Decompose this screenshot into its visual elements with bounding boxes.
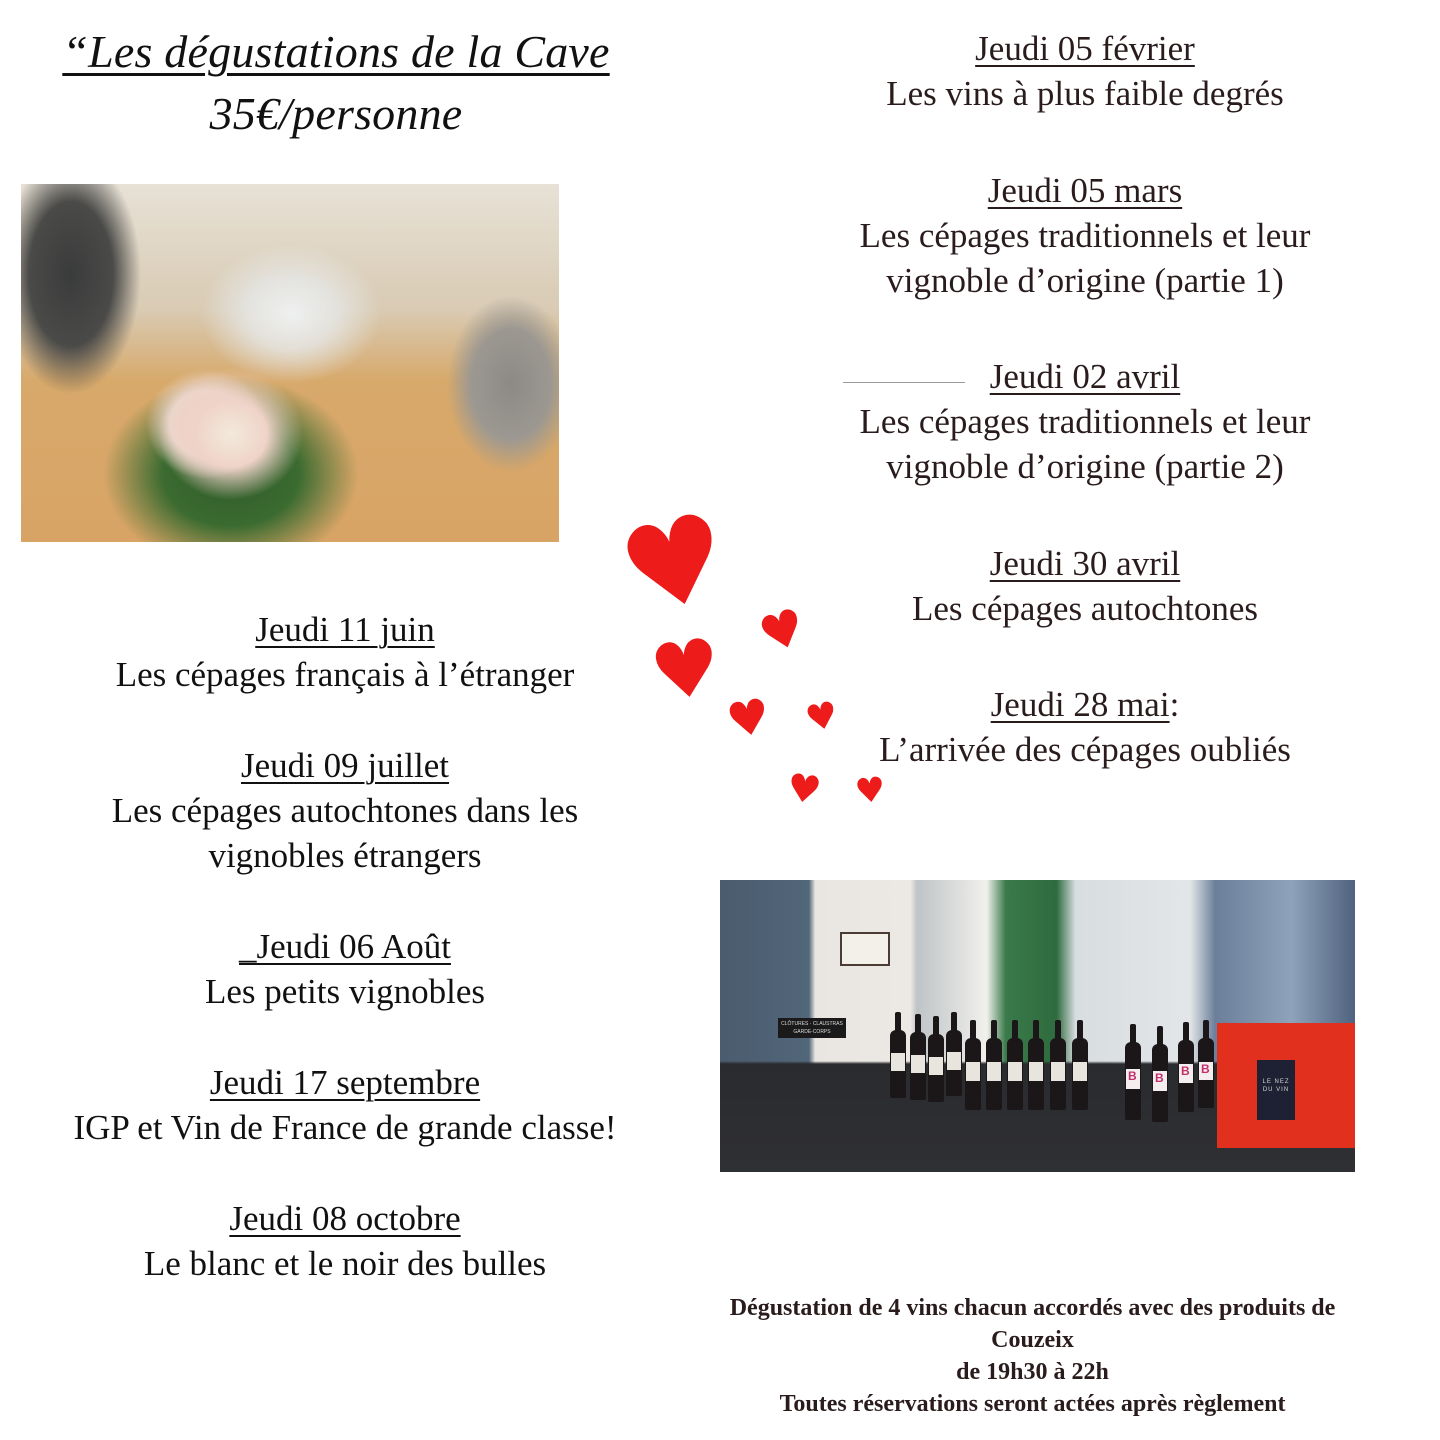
tasting-table-photo xyxy=(720,880,1355,1172)
heart-icon: ♥ xyxy=(784,764,824,814)
heart-icon: ♥ xyxy=(801,694,843,741)
event-feb xyxy=(780,26,1390,116)
title-text: “Les dégustations de la Cave xyxy=(62,26,610,77)
footer-line-4: Toutes réservations seront actées après règlement xyxy=(779,1391,1286,1417)
heart-icon: ♥ xyxy=(752,596,813,666)
event-jul xyxy=(0,743,690,878)
box-label: LE NEZ DU VIN xyxy=(1257,1060,1295,1120)
shop-sign: CLÔTURES · CLAUSTRAS GARDE-CORPS xyxy=(778,1018,846,1038)
event-date-row xyxy=(780,682,1390,727)
wine-bottle xyxy=(1198,1038,1214,1108)
event-desc: Les vins à plus faible degrés xyxy=(886,74,1284,113)
price-text: 35€/personne xyxy=(209,88,463,139)
wine-bottle xyxy=(946,1030,962,1096)
event-oct xyxy=(0,1196,690,1286)
event-date: Jeudi 08 octobre xyxy=(229,1199,461,1238)
event-desc: L’arrivée des cépages oubliés xyxy=(879,730,1291,769)
footer-line-2: Couzeix xyxy=(991,1327,1074,1353)
wine-bottle xyxy=(1152,1044,1168,1122)
event-date: Jeudi 06 Août xyxy=(256,927,451,966)
event-date-prefix: _ xyxy=(239,927,257,966)
wine-bottle xyxy=(986,1038,1002,1110)
wine-bottle xyxy=(1028,1038,1044,1110)
event-desc: Les cépages traditionnels et leur xyxy=(859,402,1311,441)
event-desc: Les cépages traditionnels et leur xyxy=(859,216,1311,255)
event-desc: Les cépages français à l’étranger xyxy=(115,655,575,694)
heart-icon: ♥ xyxy=(852,769,888,813)
heart-icon: ♥ xyxy=(606,484,743,644)
event-date: Jeudi 02 avril xyxy=(989,357,1181,396)
red-gift-box xyxy=(1217,1023,1355,1148)
event-apr-30 xyxy=(780,541,1390,631)
event-date: Jeudi 05 mars xyxy=(987,171,1183,210)
flowers-photo xyxy=(21,184,559,542)
event-desc: Les cépages autochtones xyxy=(912,589,1258,628)
wall-frame xyxy=(840,932,890,966)
event-date: Jeudi 28 mai xyxy=(990,685,1170,724)
heart-icon: ♥ xyxy=(722,687,775,751)
wine-bottle xyxy=(1178,1040,1194,1112)
event-desc: Le blanc et le noir des bulles xyxy=(143,1244,547,1283)
event-mar xyxy=(780,168,1390,303)
event-date: Jeudi 30 avril xyxy=(989,544,1181,583)
event-apr-02 xyxy=(780,354,1390,489)
event-desc: vignobles étrangers xyxy=(208,836,482,875)
event-desc: vignoble d’origine (partie 1) xyxy=(886,261,1284,300)
wine-bottle xyxy=(928,1034,944,1102)
event-jun xyxy=(0,607,690,697)
wine-bottle xyxy=(910,1032,926,1100)
event-date: Jeudi 05 février xyxy=(975,29,1195,68)
event-date-suffix: : xyxy=(1169,685,1180,724)
event-desc: vignoble d’origine (partie 2) xyxy=(886,447,1284,486)
wine-bottle xyxy=(1072,1038,1088,1110)
poster-title xyxy=(0,22,672,144)
event-date-row xyxy=(0,924,690,969)
wine-bottle xyxy=(1125,1042,1141,1120)
wine-bottle xyxy=(965,1038,981,1110)
footer-line-1: Dégustation de 4 vins chacun accordés avec des produits de xyxy=(729,1295,1336,1321)
event-desc: Les petits vignobles xyxy=(205,972,485,1011)
wine-bottle xyxy=(1050,1038,1066,1110)
event-may xyxy=(780,682,1390,772)
wine-bottle xyxy=(890,1030,906,1098)
footer-note xyxy=(650,1292,1415,1420)
event-desc: IGP et Vin de France de grande classe! xyxy=(73,1108,617,1147)
heart-icon: ♥ xyxy=(645,621,727,721)
event-date: Jeudi 09 juillet xyxy=(240,746,450,785)
event-desc: Les cépages autochtones dans les xyxy=(111,791,579,830)
wine-bottle xyxy=(1007,1038,1023,1110)
event-sep xyxy=(0,1060,690,1150)
event-date: Jeudi 17 septembre xyxy=(209,1063,481,1102)
event-date: Jeudi 11 juin xyxy=(255,610,435,649)
footer-line-3: de 19h30 à 22h xyxy=(956,1359,1109,1385)
event-aug xyxy=(0,924,690,1014)
